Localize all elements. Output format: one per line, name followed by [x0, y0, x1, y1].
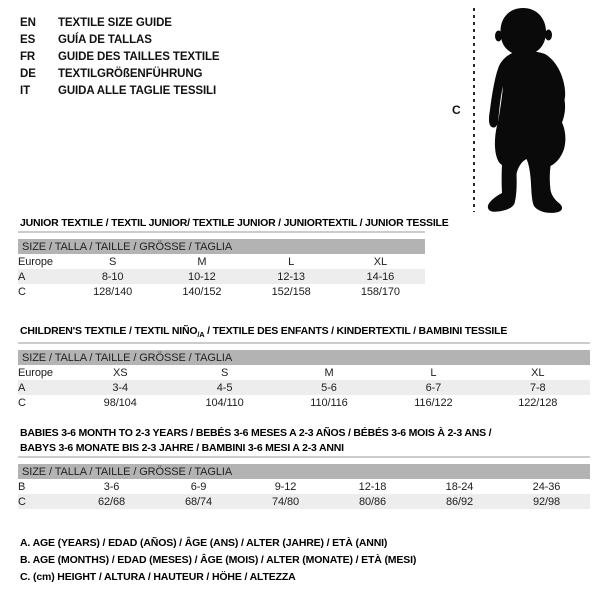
size-value-cell: 74/80 — [242, 494, 329, 509]
height-figure — [0, 0, 600, 220]
children-size-table — [18, 350, 590, 410]
row-label: C — [18, 494, 68, 509]
title-text: JUNIOR TEXTILE / TEXTIL JUNIOR/ TEXTILE JUNIOR / JUNIORTEXTIL / JUNIOR TESSILE — [20, 217, 449, 229]
size-header-cell: SIZE / TALLA / TAILLE / GRÖSSE / TAGLIA — [18, 464, 590, 479]
title-subscript: /A — [197, 330, 205, 340]
title-text: BABYS 3-6 MONATE BIS 2-3 JAHRE / BAMBINI 3-6 MESI A 2-3 ANNI — [20, 442, 344, 454]
language-title: GUIDA ALLE TAGLIE TESSILI — [58, 85, 217, 97]
row-label: C — [18, 396, 26, 409]
size-header-row — [18, 239, 425, 254]
size-value-cell: 68/74 — [155, 494, 242, 509]
children-textile-section — [18, 324, 590, 410]
size-header-row — [18, 464, 590, 479]
size-value-cell: 158/170 — [360, 285, 400, 298]
size-value-cell: 122/128 — [518, 396, 558, 409]
size-value-cell: 86/92 — [416, 494, 503, 509]
table-title-line — [20, 324, 590, 342]
footnote-line: C. (cm) HEIGHT / ALTURA / HAUTEUR / HÖHE / ALTEZZA — [20, 571, 296, 583]
size-value-cell: 12-18 — [358, 480, 387, 493]
height-measure-line — [473, 8, 475, 212]
language-code: EN — [20, 17, 36, 29]
language-title: GUÍA DE TALLAS — [58, 34, 152, 46]
size-value-cell: 24-36 — [532, 480, 561, 493]
size-value-cell: 5-6 — [277, 380, 381, 395]
size-value-cell: M — [197, 255, 207, 268]
table-title-line — [20, 441, 590, 456]
size-value-cell: XS — [112, 366, 128, 379]
size-value-cell: 62/68 — [68, 494, 155, 509]
size-value-cell: 92/98 — [503, 494, 590, 509]
language-title: GUIDE DES TAILLES TEXTILE — [58, 51, 220, 63]
table-title-line — [20, 426, 590, 441]
row-label: C — [18, 285, 26, 298]
size-value-cell: 140/152 — [182, 285, 222, 298]
size-value-cell: 14-16 — [336, 269, 425, 284]
size-value-cell: 3-6 — [103, 480, 120, 493]
table-row — [18, 395, 590, 410]
size-value-cell: L — [430, 366, 437, 379]
size-header-cell: SIZE / TALLA / TAILLE / GRÖSSE / TAGLIA — [18, 239, 425, 254]
table-row — [18, 254, 425, 269]
size-value-cell: 6-9 — [190, 480, 207, 493]
legend-footnotes — [20, 535, 416, 586]
size-header-row — [18, 350, 590, 365]
table-row — [18, 494, 590, 509]
size-value-cell: 128/140 — [93, 285, 133, 298]
height-measure-label: C — [452, 103, 461, 117]
language-title: TEXTILE SIZE GUIDE — [58, 17, 172, 29]
size-value-cell: 10-12 — [157, 269, 246, 284]
size-value-cell: 110/116 — [310, 396, 348, 409]
table-title-line — [20, 216, 449, 231]
row-label: A — [18, 269, 68, 284]
title-text: BABIES 3-6 MONTH TO 2-3 YEARS / BEBÉS 3-6 MESES A 2-3 AÑOS / BÉBÉS 3-6 MOIS À 2-3 ANS / — [20, 427, 492, 439]
language-code: FR — [20, 51, 36, 63]
row-label: Europe — [18, 255, 53, 268]
language-code: IT — [20, 85, 31, 97]
size-header-cell: SIZE / TALLA / TAILLE / GRÖSSE / TAGLIA — [18, 350, 590, 365]
title-text: / TEXTILE DES ENFANTS / KINDERTEXTIL / BAMBINI TESSILE — [204, 325, 508, 337]
table-title — [20, 216, 449, 231]
table-title — [20, 324, 590, 342]
size-value-cell: 7-8 — [486, 380, 590, 395]
size-value-cell: 9-12 — [274, 480, 297, 493]
size-value-cell: XL — [373, 255, 387, 268]
table-row — [18, 380, 590, 395]
row-label: Europe — [18, 366, 53, 379]
size-value-cell: S — [220, 366, 229, 379]
footnote-line: B. AGE (MONTHS) / EDAD (MESES) / ÂGE (MOIS) / ALTER (MONATE) / ETÀ (MESI) — [20, 554, 417, 566]
size-value-cell: 98/104 — [103, 396, 137, 409]
size-value-cell: XL — [531, 366, 545, 379]
size-value-cell: 6-7 — [381, 380, 485, 395]
size-value-cell: 18-24 — [445, 480, 474, 493]
title-text: CHILDREN'S TEXTILE / TEXTIL NIÑO — [20, 325, 198, 337]
row-label: A — [18, 380, 68, 395]
language-title: TEXTILGRÖßENFÜHRUNG — [58, 68, 203, 80]
size-value-cell: 116/122 — [414, 396, 453, 409]
size-value-cell: L — [288, 255, 295, 268]
table-title — [20, 426, 590, 456]
language-code: ES — [20, 34, 36, 46]
size-value-cell: 3-4 — [68, 380, 172, 395]
size-value-cell: 8-10 — [68, 269, 157, 284]
language-code: DE — [20, 68, 36, 80]
size-value-cell: M — [324, 366, 334, 379]
size-value-cell: 152/158 — [271, 285, 311, 298]
table-row — [18, 479, 590, 494]
size-value-cell: S — [109, 255, 117, 268]
footnote-line: A. AGE (YEARS) / EDAD (AÑOS) / ÂGE (ANS) / ALTER (JAHRE) / ETÀ (ANNI) — [20, 537, 388, 549]
table-top-rule — [18, 231, 425, 299]
size-value-cell: 12-13 — [247, 269, 336, 284]
babies-textile-section — [18, 426, 590, 509]
table-top-rule — [18, 456, 590, 509]
table-row — [18, 365, 590, 380]
junior-textile-section — [18, 216, 449, 299]
table-top-rule — [18, 342, 590, 410]
row-label: B — [18, 480, 26, 493]
babies-size-table — [18, 464, 590, 509]
toddler-silhouette-icon — [485, 6, 585, 214]
junior-size-table — [18, 239, 425, 299]
size-value-cell: 4-5 — [172, 380, 276, 395]
size-value-cell: 80/86 — [329, 494, 416, 509]
table-row — [18, 284, 425, 299]
table-row — [18, 269, 425, 284]
size-value-cell: 104/110 — [205, 396, 244, 409]
